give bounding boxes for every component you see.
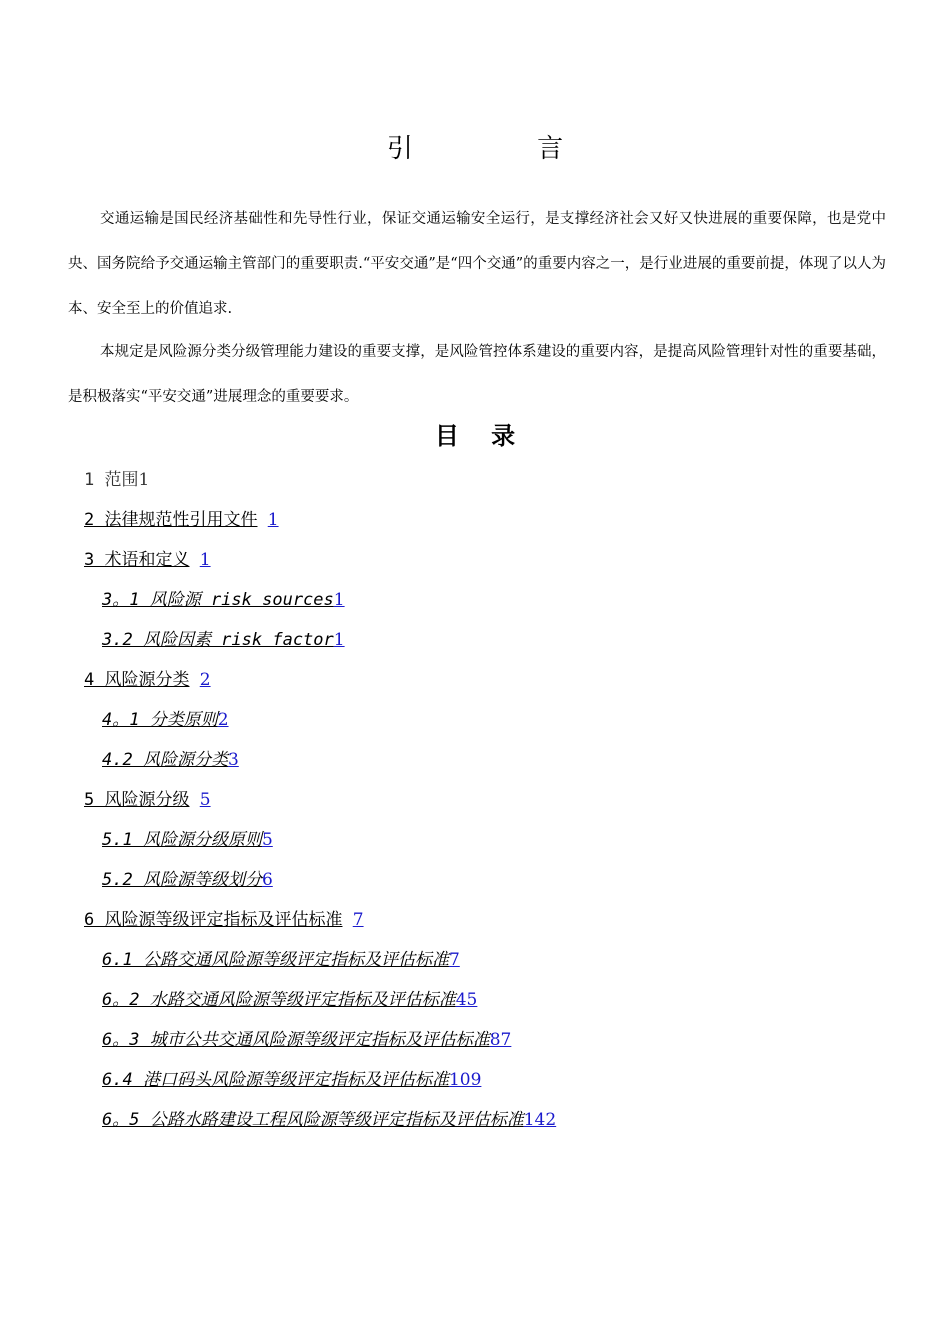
toc-item-6-5[interactable] (102, 1100, 556, 1140)
toc-item-4-1[interactable] (102, 700, 229, 740)
intro-paragraph-1: 交通运输是国民经济基础性和先导性行业，保证交通运输安全运行，是支撑经济社会又好又快进展的重要保障，也是党中央、国务院给予交通运输主管部门的重要职责.“平安交通”是“四个交通”的重要内容之一，是行业进展的重要前提，体现了以人为本、安全至上的价值追求. (68, 211, 886, 317)
toc-item-page[interactable]: 1 (199, 550, 211, 570)
toc-item-page[interactable]: 1 (333, 590, 345, 610)
toc-item-page: 1 (138, 470, 150, 490)
toc-item-text: 6.1 公路交通风险源等级评定指标及评估标准 (102, 950, 449, 970)
toc-item-text: 4 风险源分类 (84, 670, 190, 690)
toc-item-page[interactable]: 142 (523, 1110, 557, 1130)
toc-item-text: 1 范围 (84, 470, 139, 490)
toc-item-3[interactable] (84, 540, 211, 580)
toc-item-page[interactable]: 1 (333, 630, 345, 650)
toc-item-text: 6。2 水路交通风险源等级评定指标及评估标准 (102, 990, 456, 1010)
toc-item-page[interactable]: 5 (199, 790, 211, 810)
toc-item-2[interactable] (84, 500, 279, 540)
toc-item-text: 5.2 风险源等级划分 (102, 870, 262, 890)
toc-item-text: 6.4 港口码头风险源等级评定指标及评估标准 (102, 1070, 449, 1090)
toc-item-text: 4。1 分类原则 (102, 710, 218, 730)
intro-title: 引 言 (386, 134, 622, 164)
toc-item-text: 5.1 风险源分级原则 (102, 830, 262, 850)
toc-item-page[interactable]: 2 (217, 710, 229, 730)
toc-item-page[interactable]: 1 (267, 510, 279, 530)
toc-item-6-3[interactable] (102, 1020, 511, 1060)
toc-item-3-2[interactable] (102, 620, 345, 660)
toc-item-page[interactable]: 5 (261, 830, 273, 850)
toc-item-1[interactable] (84, 460, 149, 500)
toc-item-page[interactable]: 87 (489, 1030, 512, 1050)
toc-item-text: 3 术语和定义 (84, 550, 190, 570)
toc-item-3-1[interactable] (102, 580, 345, 620)
toc-item-6-4[interactable] (102, 1060, 481, 1100)
toc-item-page[interactable]: 3 (227, 750, 239, 770)
toc-item-page[interactable]: 7 (352, 910, 364, 930)
toc-item-5-1[interactable] (102, 820, 273, 860)
toc-item-text: 2 法律规范性引用文件 (84, 510, 258, 530)
toc-item-text: 5 风险源分级 (84, 790, 190, 810)
toc-item-text: 6。5 公路水路建设工程风险源等级评定指标及评估标准 (102, 1110, 524, 1130)
toc-item-page[interactable]: 6 (261, 870, 273, 890)
toc-item-5[interactable] (84, 780, 211, 820)
toc-item-text: 3.2 风险因素 risk factor (102, 630, 334, 650)
toc-item-page[interactable]: 109 (448, 1070, 482, 1090)
toc-item-6-1[interactable] (102, 940, 460, 980)
toc-item-text: 6 风险源等级评定指标及评估标准 (84, 910, 343, 930)
toc-item-text: 6。3 城市公共交通风险源等级评定指标及评估标准 (102, 1030, 490, 1050)
toc-item-5-2[interactable] (102, 860, 273, 900)
toc-item-page[interactable]: 45 (455, 990, 478, 1010)
toc-title: 目 录 (434, 422, 528, 450)
toc-item-text: 4.2 风险源分类 (102, 750, 228, 770)
toc-item-6-2[interactable] (102, 980, 477, 1020)
toc-item-page[interactable]: 2 (199, 670, 211, 690)
toc-item-page[interactable]: 7 (448, 950, 460, 970)
intro-paragraph-2: 本规定是风险源分类分级管理能力建设的重要支撑，是风险管控体系建设的重要内容，是提高风险管理针对性的重要基础，是积极落实“平安交通”进展理念的重要要求。 (68, 344, 886, 405)
toc-item-4-2[interactable] (102, 740, 239, 780)
toc-item-6[interactable] (84, 900, 364, 940)
toc-item-4[interactable] (84, 660, 211, 700)
toc-item-text: 3。1 风险源 risk sources (102, 590, 334, 610)
